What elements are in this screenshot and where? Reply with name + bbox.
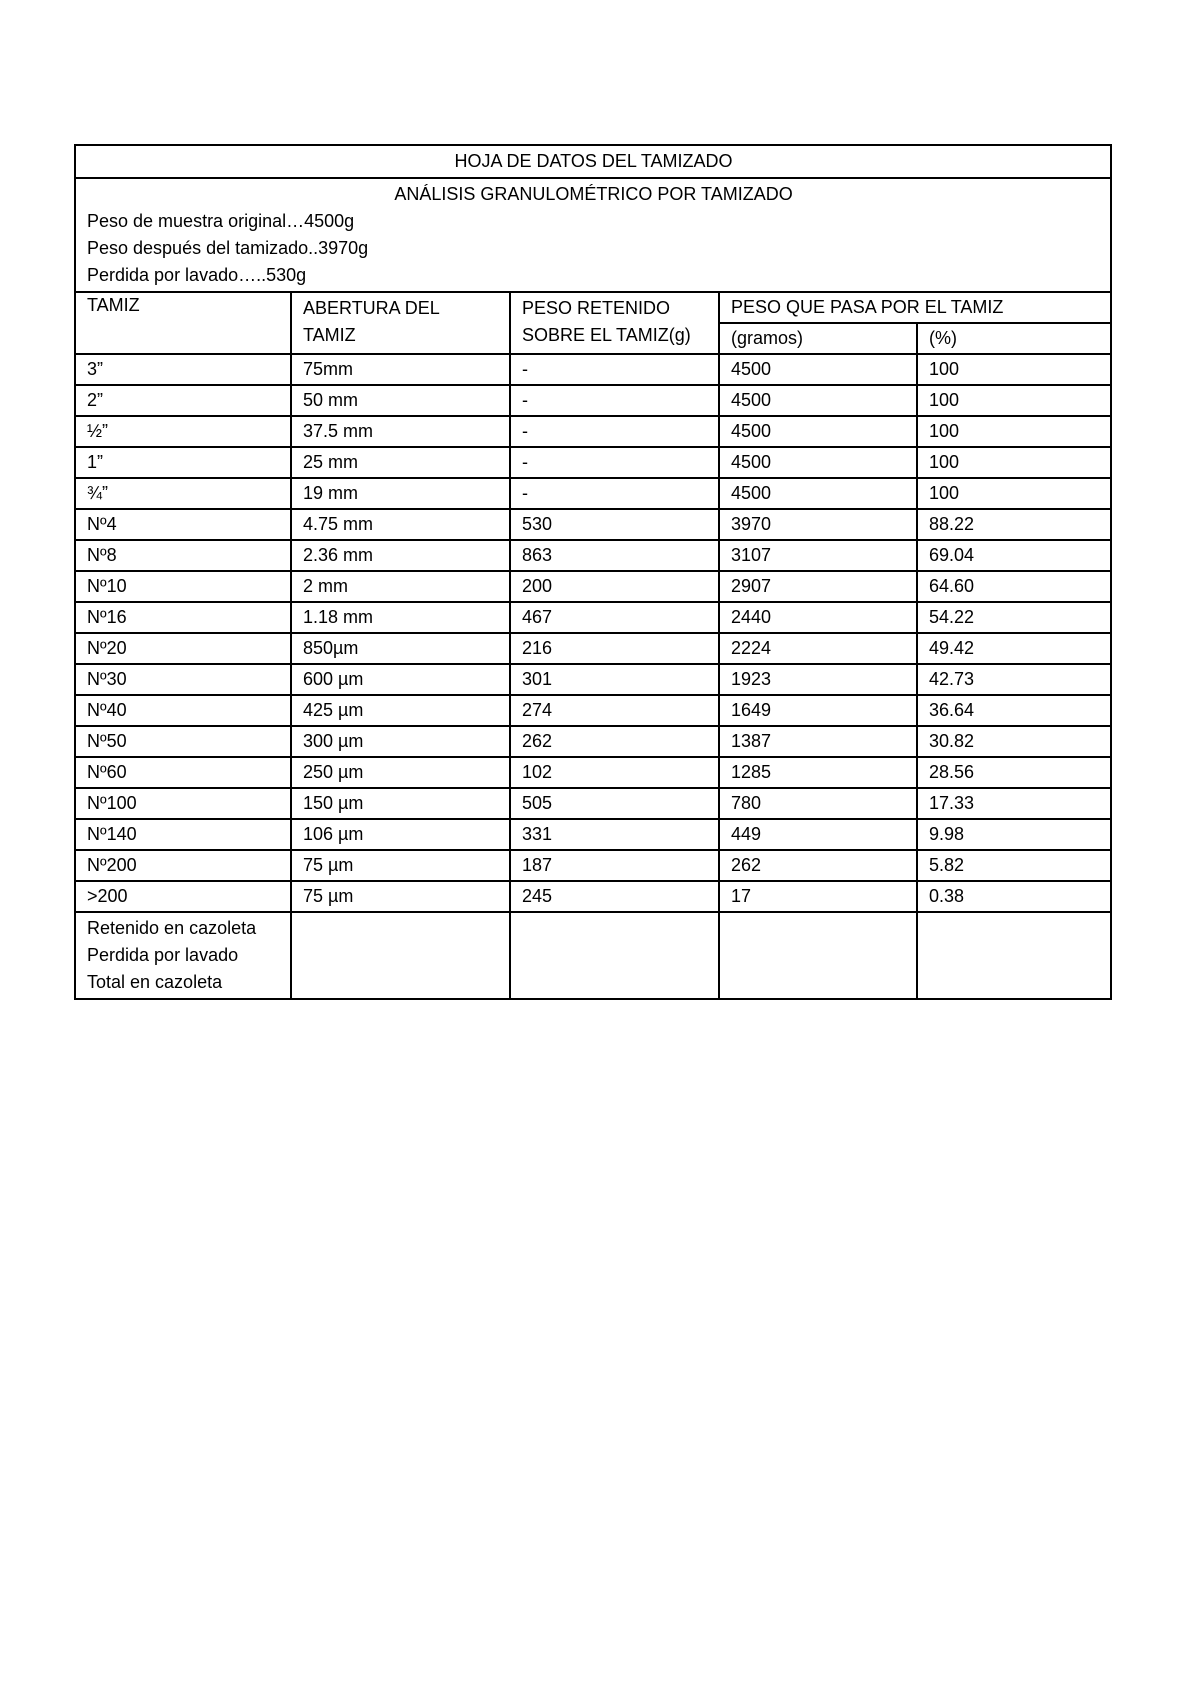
cell-pct: 69.04 [917, 540, 1111, 571]
cell-pct: 100 [917, 354, 1111, 385]
cell-gramos: 4500 [719, 354, 917, 385]
info-row [75, 178, 1111, 292]
cell-retenido: 467 [510, 602, 719, 633]
cell-pct: 5.82 [917, 850, 1111, 881]
cell-gramos: 4500 [719, 447, 917, 478]
footer-labels [75, 912, 291, 999]
table-row [75, 354, 1111, 385]
cell-pct: 28.56 [917, 757, 1111, 788]
cell-pct: 36.64 [917, 695, 1111, 726]
cell-retenido: 301 [510, 664, 719, 695]
cell-retenido: - [510, 416, 719, 447]
info-cell [75, 178, 1111, 292]
cell-gramos: 3970 [719, 509, 917, 540]
cell-pct: 49.42 [917, 633, 1111, 664]
cell-pct: 100 [917, 478, 1111, 509]
table-row [75, 509, 1111, 540]
cell-retenido: 262 [510, 726, 719, 757]
cell-abertura: 75 µm [291, 850, 510, 881]
cell-abertura: 50 mm [291, 385, 510, 416]
header-retenido-line2: SOBRE EL TAMIZ(g) [522, 325, 691, 345]
cell-retenido: 863 [510, 540, 719, 571]
table-row [75, 447, 1111, 478]
cell-gramos: 3107 [719, 540, 917, 571]
header-pasa-gramos: (gramos) [719, 323, 917, 354]
cell-retenido: - [510, 447, 719, 478]
cell-gramos: 2907 [719, 571, 917, 602]
cell-tamiz: Nº10 [75, 571, 291, 602]
cell-pct: 100 [917, 385, 1111, 416]
cell-pct: 30.82 [917, 726, 1111, 757]
cell-abertura: 75 µm [291, 881, 510, 912]
cell-tamiz: 3” [75, 354, 291, 385]
cell-gramos: 2440 [719, 602, 917, 633]
cell-abertura: 25 mm [291, 447, 510, 478]
header-pasa-pct: (%) [917, 323, 1111, 354]
cell-abertura: 37.5 mm [291, 416, 510, 447]
header-retenido [510, 292, 719, 354]
cell-pct: 100 [917, 416, 1111, 447]
sieve-data-table [74, 144, 1112, 1000]
cell-tamiz: Nº200 [75, 850, 291, 881]
cell-abertura: 425 µm [291, 695, 510, 726]
cell-abertura: 75mm [291, 354, 510, 385]
header-retenido-line1: PESO RETENIDO [522, 298, 671, 318]
table-row [75, 819, 1111, 850]
footer-empty-cell [510, 912, 719, 999]
table-row [75, 757, 1111, 788]
cell-gramos: 1387 [719, 726, 917, 757]
cell-tamiz: ¾” [75, 478, 291, 509]
cell-retenido: - [510, 354, 719, 385]
table-row [75, 788, 1111, 819]
cell-pct: 54.22 [917, 602, 1111, 633]
footer-empty-cell [917, 912, 1111, 999]
cell-gramos: 780 [719, 788, 917, 819]
footer-row [75, 912, 1111, 999]
cell-retenido: 187 [510, 850, 719, 881]
footer-retenido-cazoleta: Retenido en cazoleta [87, 918, 257, 938]
info-line-original-weight: Peso de muestra original…4500g [87, 211, 355, 231]
cell-tamiz: Nº8 [75, 540, 291, 571]
cell-tamiz: >200 [75, 881, 291, 912]
cell-abertura: 19 mm [291, 478, 510, 509]
cell-retenido: - [510, 478, 719, 509]
cell-retenido: 331 [510, 819, 719, 850]
cell-pct: 0.38 [917, 881, 1111, 912]
data-rows [75, 354, 1111, 912]
header-tamiz: TAMIZ [75, 292, 291, 354]
table-row [75, 571, 1111, 602]
table-row [75, 726, 1111, 757]
table-row [75, 385, 1111, 416]
cell-tamiz: Nº30 [75, 664, 291, 695]
footer-total-cazoleta: Total en cazoleta [87, 972, 223, 992]
cell-retenido: 274 [510, 695, 719, 726]
cell-retenido: 505 [510, 788, 719, 819]
cell-abertura: 4.75 mm [291, 509, 510, 540]
cell-pct: 17.33 [917, 788, 1111, 819]
cell-tamiz: Nº16 [75, 602, 291, 633]
cell-retenido: 200 [510, 571, 719, 602]
cell-abertura: 2.36 mm [291, 540, 510, 571]
info-line-weight-after-sieving: Peso después del tamizado..3970g [87, 238, 369, 258]
info-line-wash-loss: Perdida por lavado…..530g [87, 265, 307, 285]
cell-pct: 88.22 [917, 509, 1111, 540]
cell-tamiz: Nº50 [75, 726, 291, 757]
cell-pct: 42.73 [917, 664, 1111, 695]
cell-gramos: 2224 [719, 633, 917, 664]
cell-gramos: 17 [719, 881, 917, 912]
cell-tamiz: Nº4 [75, 509, 291, 540]
cell-tamiz: Nº40 [75, 695, 291, 726]
title-row [75, 145, 1111, 178]
cell-abertura: 300 µm [291, 726, 510, 757]
cell-gramos: 1285 [719, 757, 917, 788]
cell-gramos: 4500 [719, 385, 917, 416]
cell-tamiz: Nº60 [75, 757, 291, 788]
cell-abertura: 106 µm [291, 819, 510, 850]
cell-pct: 100 [917, 447, 1111, 478]
header-row-1 [75, 292, 1111, 323]
cell-tamiz: Nº140 [75, 819, 291, 850]
cell-retenido: 216 [510, 633, 719, 664]
sheet-title: HOJA DE DATOS DEL TAMIZADO [75, 145, 1111, 178]
header-abertura-line2: TAMIZ [303, 325, 356, 345]
cell-retenido: 102 [510, 757, 719, 788]
footer-perdida-lavado: Perdida por lavado [87, 945, 239, 965]
header-abertura [291, 292, 510, 354]
cell-retenido: 530 [510, 509, 719, 540]
cell-abertura: 2 mm [291, 571, 510, 602]
header-pasa: PESO QUE PASA POR EL TAMIZ [719, 292, 1111, 323]
cell-tamiz: Nº100 [75, 788, 291, 819]
table-row [75, 540, 1111, 571]
cell-abertura: 850µm [291, 633, 510, 664]
cell-gramos: 449 [719, 819, 917, 850]
table-row [75, 478, 1111, 509]
header-abertura-line1: ABERTURA DEL [303, 298, 440, 318]
cell-pct: 64.60 [917, 571, 1111, 602]
cell-abertura: 600 µm [291, 664, 510, 695]
cell-pct: 9.98 [917, 819, 1111, 850]
footer-empty-cell [719, 912, 917, 999]
cell-gramos: 1649 [719, 695, 917, 726]
cell-gramos: 262 [719, 850, 917, 881]
cell-gramos: 4500 [719, 478, 917, 509]
table-row [75, 695, 1111, 726]
cell-tamiz: ½” [75, 416, 291, 447]
cell-tamiz: 2” [75, 385, 291, 416]
cell-abertura: 250 µm [291, 757, 510, 788]
sheet-subtitle: ANÁLISIS GRANULOMÉTRICO POR TAMIZADO [394, 184, 793, 204]
cell-tamiz: 1” [75, 447, 291, 478]
table-row [75, 602, 1111, 633]
table-row [75, 633, 1111, 664]
table-row [75, 416, 1111, 447]
cell-tamiz: Nº20 [75, 633, 291, 664]
table-row [75, 664, 1111, 695]
table-row [75, 881, 1111, 912]
footer-empty-cell [291, 912, 510, 999]
cell-gramos: 1923 [719, 664, 917, 695]
table-row [75, 850, 1111, 881]
cell-retenido: - [510, 385, 719, 416]
cell-gramos: 4500 [719, 416, 917, 447]
cell-abertura: 1.18 mm [291, 602, 510, 633]
cell-retenido: 245 [510, 881, 719, 912]
cell-abertura: 150 µm [291, 788, 510, 819]
